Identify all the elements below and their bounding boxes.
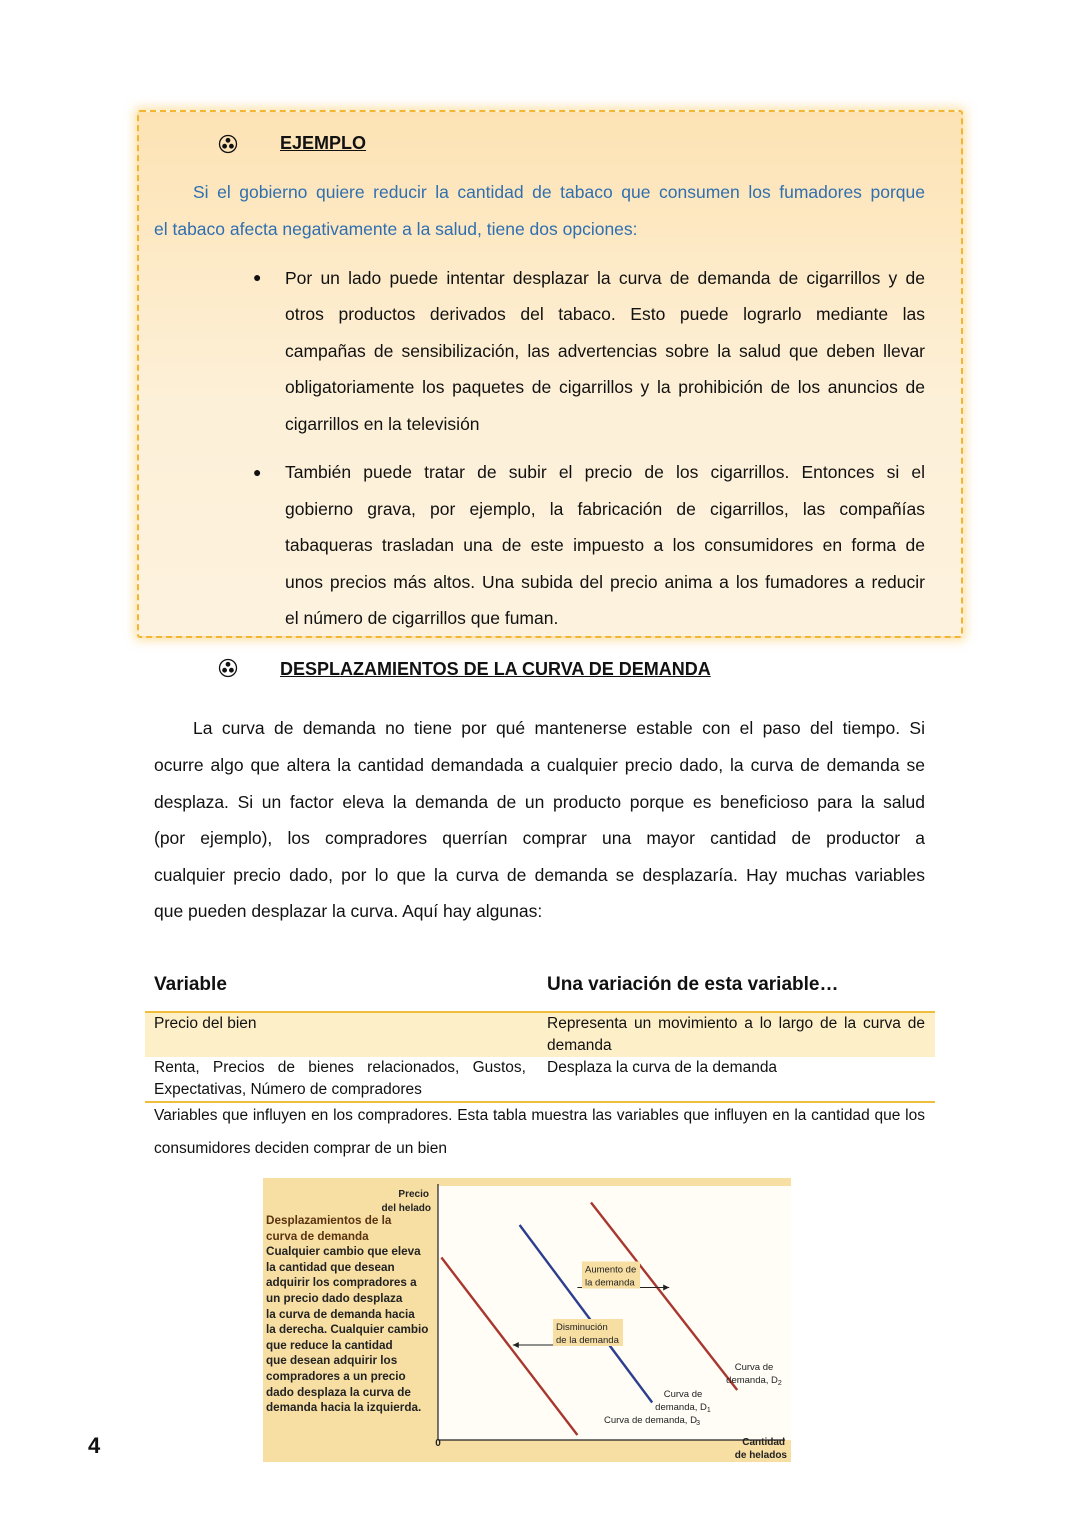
bullet2-line-5: el número de cigarrillos que fuman. <box>285 608 559 628</box>
annotation-label: de la demanda <box>556 1335 619 1346</box>
bullet-dot: ● <box>253 269 262 285</box>
section-heading: DESPLAZAMIENTOS DE LA CURVA DE DEMANDA <box>280 659 711 679</box>
bullet2-line-3: tabaqueras trasladan una de este impuesto a los consumidores en forma de <box>285 535 925 555</box>
figure-desc-line: la cantidad que desean <box>266 1260 395 1274</box>
figure-title-line-2: curva de demanda <box>266 1229 369 1243</box>
demand-shift-figure <box>263 1178 791 1462</box>
figure-desc-line: compradores a un precio <box>266 1369 406 1383</box>
table-row2-variable: Renta, Precios de bienes relacionados, Gustos, Expectativas, Número de compradores <box>154 1059 526 1098</box>
demand-curve-d3 <box>441 1258 577 1436</box>
table-row2-effect: Desplaza la curva de la demanda <box>547 1059 778 1076</box>
table-caption: Variables que influyen en los compradores. Esta tabla muestra las variables que influyen en la cantidad que los consumidores deciden comprar de un bien <box>154 1107 925 1157</box>
table-row1-variable: Precio del bien <box>154 1015 257 1032</box>
demand-chart <box>263 1178 791 1462</box>
figure-desc-line: un precio dado desplaza <box>266 1291 403 1305</box>
example-heading: EJEMPLO <box>280 133 367 153</box>
y-axis-label: Precio <box>398 1189 429 1200</box>
paragraph-line-6: que pueden desplazar la curva. Aquí hay algunas: <box>154 901 543 921</box>
annotation-label: Aumento de <box>585 1264 637 1276</box>
bullet1-line-5: cigarrillos en la televisión <box>285 414 480 434</box>
curve-label-d3: Curva de demanda, D <box>604 1415 697 1426</box>
page-number: 4 <box>88 1433 101 1458</box>
figure-desc-line: que desean adquirir los <box>266 1354 398 1368</box>
paragraph-line-3: desplaza. Si un factor eleva la demanda de un producto porque es beneficioso para la salud <box>154 792 925 812</box>
figure-desc-line: demanda hacia la izquierda. <box>266 1401 422 1415</box>
shift-arrowhead <box>663 1285 669 1291</box>
x-axis-label: de helados <box>734 1450 787 1461</box>
figure-desc-line: dado desplaza la curva de <box>266 1385 411 1399</box>
curve-label-d1: Curva de demanda, $D_1$ <box>655 1389 711 1414</box>
paragraph-line-2: ocurre algo que altera la cantidad demandada a cualquier precio dado, la curva de demanda se <box>154 755 925 775</box>
bullet2-line-4: unos precios más altos. Una subida del precio anima a los fumadores a reducir <box>285 572 925 592</box>
bullet2-line-2: gobierno grava, por ejemplo, la fabricación de cigarrillos, las compañías <box>285 499 925 519</box>
figure-title-line-1: Desplazamientos de la <box>266 1214 392 1227</box>
example-intro-line-2: el tabaco afecta negativamente a la salud, tiene dos opciones: <box>154 219 638 239</box>
curve-label-d2: Curva de demanda, $D_2$ <box>726 1362 782 1387</box>
trefoil-icon <box>218 134 238 154</box>
bullet1-line-1: Por un lado puede intentar desplazar la curva de demanda de cigarrillos y de <box>285 268 925 288</box>
table-header-variation: Una variación de esta variable… <box>547 974 839 995</box>
y-axis-label: del helado <box>381 1203 431 1214</box>
paragraph-line-1: La curva de demanda no tiene por qué mantenerse estable con el paso del tiempo. Si <box>193 718 925 738</box>
annotation-label: Disminución <box>556 1322 608 1333</box>
bullet-dot: ● <box>253 464 262 480</box>
x-axis-label: Cantidad <box>742 1437 785 1448</box>
paragraph-line-4: (por ejemplo), los compradores querrían comprar una mayor cantidad de productor a <box>154 828 925 848</box>
bullet1-line-4: obligatoriamente los paquetes de cigarrillos y la prohibición de los anuncios de <box>285 377 925 397</box>
annotation-label: la demanda <box>585 1277 635 1289</box>
curve-label-d3-sub: 3 <box>696 1420 701 1427</box>
origin-label: 0 <box>435 1438 441 1449</box>
table-row1-effect: Representa un movimiento a lo largo de la curva de demanda <box>547 1015 925 1054</box>
bullet1-line-2: otros productos derivados del tabaco. Esto puede lograrlo mediante las <box>285 304 925 324</box>
figure-desc-line: la curva de demanda hacia <box>266 1307 415 1321</box>
trefoil-icon <box>218 658 238 678</box>
figure-desc-line: la derecha. Cualquier cambio <box>266 1323 429 1337</box>
example-intro-line-1: Si el gobierno quiere reducir la cantidad de tabaco que consumen los fumadores porque <box>193 182 925 202</box>
bullet1-line-3: campañas de sensibilización, las advertencias sobre la salud que deben llevar <box>285 341 925 361</box>
bullet2-line-1: También puede tratar de subir el precio de los cigarrillos. Entonces si el <box>285 462 925 482</box>
figure-desc-line: adquirir los compradores a <box>266 1276 417 1290</box>
demand-curve-d1 <box>520 1225 653 1403</box>
figure-desc-line: que reduce la cantidad <box>266 1338 393 1352</box>
demand-curve-d2 <box>591 1203 737 1391</box>
figure-desc-line: Cualquier cambio que eleva <box>266 1245 421 1259</box>
paragraph-line-5: cualquier precio dado, por lo que la curva de demanda se desplazaría. Hay muchas variables <box>154 865 925 885</box>
table-header-variable: Variable <box>154 974 227 995</box>
shift-arrowhead <box>513 1342 519 1348</box>
